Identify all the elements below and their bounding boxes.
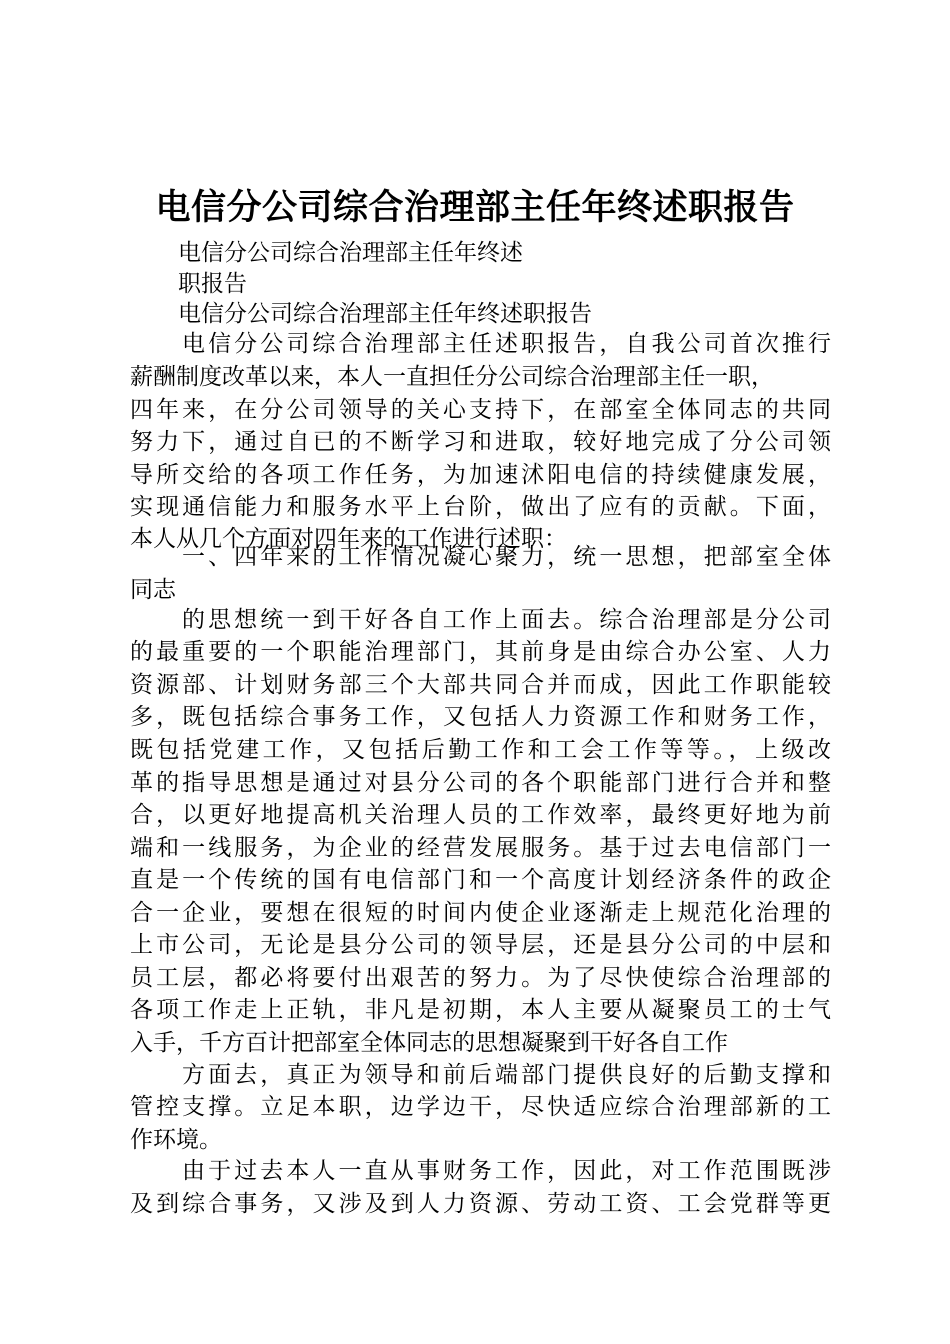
paragraph-line: 导所交给的各项工作任务，为加速沭阳电信的持续健康发展， (130, 462, 831, 488)
paragraph-line: 资源部、计划财务部三个大部共同合并而成，因此工作职能较 (130, 672, 831, 698)
section-heading-line: 一、四年来的工作情况凝心聚力，统一思想，把部室全体 (182, 544, 831, 570)
paragraph-line: 直是一个传统的国有电信部门和一个高度计划经济条件的政企 (130, 867, 831, 893)
paragraph-line: 的思想统一到干好各自工作上面去。综合治理部是分公司 (182, 607, 831, 633)
paragraph-line: 作环境。 (130, 1127, 222, 1153)
paragraph-line: 电信分公司综合治理部主任述职报告，自我公司首次推行 (182, 331, 831, 357)
section-heading-line: 同志 (130, 577, 176, 603)
paragraph-line: 合，以更好地提高机关治理人员的工作效率，最终更好地为前 (130, 802, 831, 828)
paragraph-line: 及到综合事务，又涉及到人力资源、劳动工资、工会党群等更 (130, 1191, 831, 1217)
subtitle-line-2: 职报告 (178, 271, 247, 297)
paragraph-line: 多，既包括综合事务工作，又包括人力资源工作和财务工作， (130, 704, 831, 730)
paragraph-line: 入手，千方百计把部室全体同志的思想凝聚到干好各自工作 (130, 1030, 728, 1056)
paragraph-line: 各项工作走上正轨，非凡是初期，本人主要从凝聚员工的士气 (130, 997, 831, 1023)
paragraph-line: 合一企业，要想在很短的时间内使企业逐渐走上规范化治理的 (130, 900, 831, 926)
paragraph-line: 四年来，在分公司领导的关心支持下，在部室全体同志的共同 (130, 397, 831, 423)
paragraph-line: 由于过去本人一直从事财务工作，因此，对工作范围既涉 (182, 1158, 831, 1184)
paragraph-line: 本人从几个方面对四年来的工作进行述职： (130, 526, 567, 552)
paragraph-line: 方面去，真正为领导和前后端部门提供良好的后勤支撑和 (182, 1062, 831, 1088)
subtitle-line-1: 电信分公司综合治理部主任年终述 (178, 240, 523, 266)
paragraph-line: 端和一线服务，为企业的经营发展服务。基于过去电信部门一 (130, 835, 831, 861)
paragraph-line: 实现通信能力和服务水平上台阶，做出了应有的贡献。下面， (130, 494, 831, 520)
subtitle-line-3: 电信分公司综合治理部主任年终述职报告 (178, 301, 592, 327)
paragraph-line: 革的指导思想是通过对县分公司的各个职能部门进行合并和整 (130, 770, 831, 796)
paragraph-line: 薪酬制度改革以来，本人一直担任分公司综合治理部主任一职， (130, 364, 774, 390)
paragraph-line: 管控支撑。立足本职，边学边干，尽快适应综合治理部新的工 (130, 1094, 831, 1120)
paragraph-line: 的最重要的一个职能治理部门，其前身是由综合办公室、人力 (130, 639, 831, 665)
document-title: 电信分公司综合治理部主任年终述职报告 (155, 187, 795, 228)
paragraph-line: 努力下，通过自已的不断学习和进取，较好地完成了分公司领 (130, 429, 831, 455)
paragraph-line: 上市公司，无论是县分公司的领导层，还是县分公司的中层和 (130, 932, 831, 958)
paragraph-line: 员工层，都必将要付出艰苦的努力。为了尽快使综合治理部的 (130, 965, 831, 991)
paragraph-line: 既包括党建工作，又包括后勤工作和工会工作等等。，上级改 (130, 737, 831, 763)
